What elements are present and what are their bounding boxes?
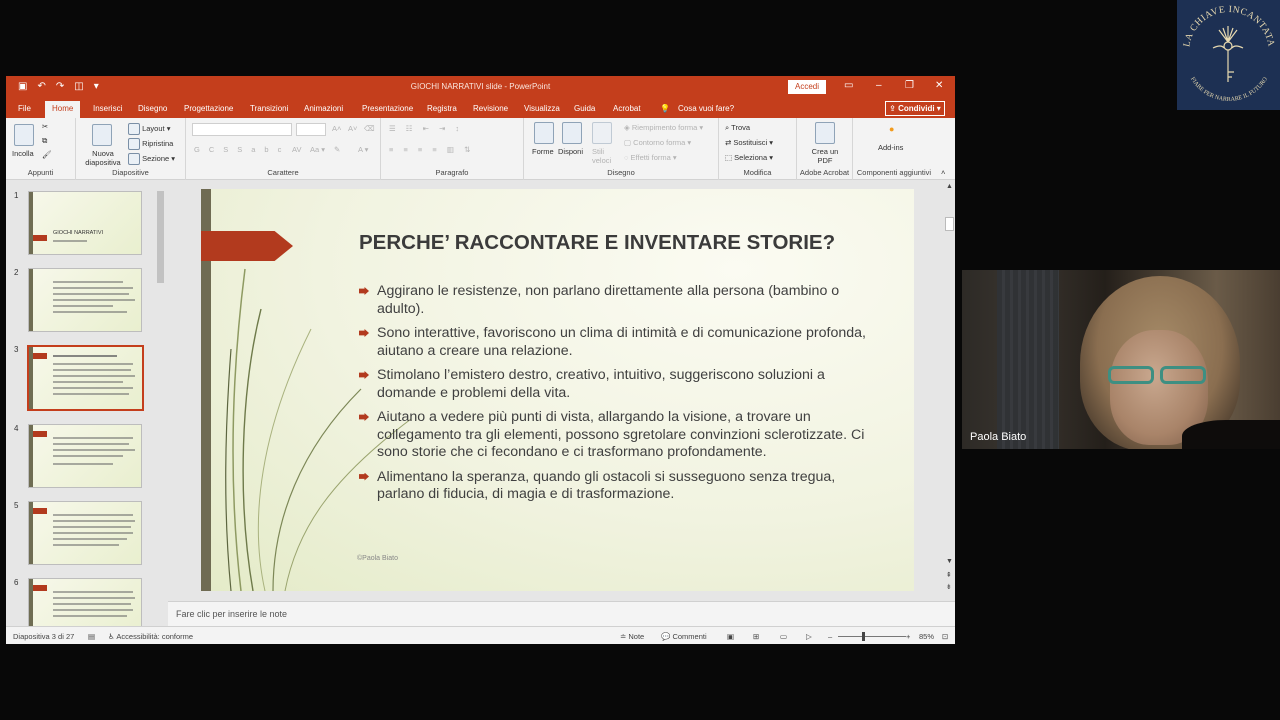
layout-button[interactable]: Layout ▾ (128, 123, 170, 135)
tell-me-search[interactable]: Cosa vuoi fare? (678, 104, 735, 113)
slide-counter: Diapositiva 3 di 27 (13, 632, 75, 641)
normal-view-icon[interactable]: ▣ (727, 632, 735, 641)
slide-scrollbar[interactable] (944, 181, 955, 601)
notes-placeholder[interactable]: Fare clic per inserire le note (176, 609, 288, 619)
find-button[interactable]: ⌕ Trova (725, 123, 751, 132)
layout-icon (128, 123, 140, 135)
group-addins (853, 118, 935, 180)
group-label-paragraph: Paragrafo (435, 168, 469, 177)
create-pdf-button[interactable]: Crea un PDF (811, 147, 839, 165)
create-pdf-icon[interactable] (815, 122, 835, 144)
group-editing (719, 118, 797, 180)
tab-transitions[interactable]: Transizioni (250, 104, 289, 113)
shape-outline-button[interactable]: ▢ Contorno forma ▾ (624, 138, 692, 147)
ribbon-tabs (6, 98, 955, 118)
slide-thumbnail-6[interactable] (28, 578, 142, 626)
arrange-icon[interactable] (562, 122, 582, 144)
window-title: GIOCHI NARRATIVI slide - PowerPoint (410, 82, 551, 91)
sign-in-button[interactable]: Accedi (788, 80, 826, 94)
tab-file[interactable]: File (18, 104, 31, 113)
tab-animations[interactable]: Animazioni (304, 104, 344, 113)
group-clipboard (6, 118, 76, 180)
bullet-item: Aiutano a vedere più punti di vista, allargando la visione, a trovare un collegamento tra gli elementi, possono sgretolare convinzioni sclerotizzate. Ci sono storie che ci fecondano e ci trasformano profondamente. (359, 409, 879, 462)
next-slide-icon[interactable]: ⇟ (946, 584, 952, 591)
group-label-acrobat: Adobe Acrobat (799, 168, 850, 177)
select-icon: ⬚ (725, 153, 735, 162)
webcam-tile (962, 270, 1280, 449)
scrollbar-thumb[interactable] (157, 191, 164, 283)
thumbnail-number: 4 (14, 424, 19, 433)
group-font (186, 118, 381, 180)
search-icon: ⌕ (725, 123, 732, 132)
slide-thumbnail-4[interactable] (28, 424, 142, 488)
tab-layout-design[interactable]: Progettazione (184, 104, 234, 113)
quick-styles-button[interactable]: Stili veloci (592, 147, 612, 165)
svg-text:LA CHIAVE INCANTATA: LA CHIAVE INCANTATA (1182, 4, 1276, 48)
new-slide-button[interactable]: Nuova diapositiva (85, 149, 121, 167)
shape-effects-button[interactable]: ◌ Effetti forma ▾ (624, 153, 677, 162)
slide-thumbnail-3[interactable] (27, 345, 144, 411)
svg-text:FIABE PER NARRARE IL FUTURO: FIABE PER NARRARE IL FUTURO (1188, 76, 1270, 103)
logo-key-icon (1177, 0, 1280, 110)
cut-icon[interactable]: ✂ (42, 122, 49, 131)
replace-button[interactable]: ⇄ Sostituisci ▾ (725, 138, 773, 147)
group-drawing (524, 118, 719, 180)
close-button[interactable]: ✕ (935, 80, 944, 91)
thumbnail-number: 1 (14, 191, 19, 200)
group-paragraph (381, 118, 524, 180)
group-label-addins: Componenti aggiuntivi (856, 168, 932, 177)
redo-icon[interactable]: ↷ (55, 81, 65, 92)
title-bar (6, 76, 955, 98)
collapse-ribbon-icon[interactable]: ˄ (941, 168, 946, 177)
tab-home[interactable]: Home (45, 101, 80, 118)
maximize-button[interactable]: ❐ (905, 80, 914, 91)
list-buttons[interactable]: ☰ ☷ ⇤ ⇥ ↕ (389, 124, 464, 133)
fit-slide-icon[interactable]: ⊡ (942, 632, 949, 641)
thumbnail-number: 5 (14, 501, 19, 510)
bullet-item: Aggirano le resistenze, non parlano direttamente alla persona (bambino o adulto). (359, 283, 879, 318)
change-case-icon[interactable]: Aa ▾ (310, 145, 326, 154)
tab-slideshow[interactable]: Presentazione (362, 104, 414, 113)
slide-thumbnail-5[interactable] (28, 501, 142, 565)
font-format-buttons[interactable]: GCSSabc (194, 145, 291, 154)
ribbon-display-icon[interactable]: ▭ (844, 80, 854, 91)
reset-button[interactable]: Ripristina (128, 138, 173, 150)
increase-font-icon[interactable]: A˄ (332, 124, 342, 133)
scrollbar-thumb[interactable] (945, 217, 954, 231)
align-buttons[interactable]: ≡ ≡ ≡ ≡ ▥ ⇅ (389, 145, 475, 154)
shape-fill-button[interactable]: ◈ Riempimento forma ▾ (624, 123, 704, 132)
spellcheck-icon[interactable]: ▤ (88, 632, 96, 641)
slide-thumbnail-2[interactable] (28, 268, 142, 332)
format-painter-icon[interactable]: 🖌 (42, 150, 52, 159)
notes-icon: ≐ (620, 632, 629, 641)
thumbnail-number: 6 (14, 578, 19, 587)
paste-icon[interactable] (14, 124, 34, 146)
slide-editor (168, 181, 955, 601)
paste-button[interactable]: Incolla (12, 149, 34, 158)
shapes-button[interactable]: Forme (532, 147, 554, 156)
group-slides (76, 118, 186, 180)
group-label-editing: Modifica (743, 168, 772, 177)
zoom-slider-thumb[interactable] (862, 632, 865, 641)
slide-copyright: ©Paola Biato (357, 555, 398, 562)
group-label-drawing: Disegno (607, 168, 635, 177)
shapes-icon[interactable] (534, 122, 554, 144)
thumbnail-number: 3 (14, 345, 19, 354)
section-icon (128, 153, 140, 165)
share-button[interactable]: ⇪ Condividi ▾ (885, 101, 945, 116)
arrow-bullet-icon (359, 413, 369, 421)
thumbnail-title: GIOCHI NARRATIVI (53, 230, 104, 236)
font-name-box[interactable] (192, 123, 292, 136)
section-button[interactable]: Sezione ▾ (128, 153, 175, 165)
ribbon-home (6, 118, 955, 180)
tab-acrobat[interactable]: Acrobat (613, 104, 641, 113)
tab-view[interactable]: Visualizza (524, 104, 560, 113)
bullet-item: Alimentano la speranza, quando gli ostacoli si susseguono senza tregua, parlano di fiducia, di magia e di trasformazione. (359, 469, 879, 504)
save-icon[interactable]: ▣ (18, 81, 28, 92)
reset-icon (128, 138, 140, 150)
accessibility-status[interactable]: ♿ Accessibilità: conforme (108, 632, 194, 641)
powerpoint-window (6, 76, 955, 644)
status-bar (6, 626, 955, 644)
outline-icon: ▢ (624, 138, 634, 147)
thumbnail-number: 2 (14, 268, 19, 277)
accessibility-icon: ♿ (108, 632, 117, 641)
group-label-font: Carattere (267, 168, 299, 177)
current-slide[interactable] (201, 189, 914, 591)
font-size-box[interactable] (296, 123, 326, 136)
bullet-item: Stimolano l’emistero destro, creativo, intuitivo, suggeriscono soluzioni a domande e problemi della vita. (359, 367, 879, 402)
slide-thumbnails-pane (6, 181, 168, 626)
highlight-icon[interactable]: ✎ (334, 145, 341, 154)
title-arrow-tag (201, 231, 293, 261)
zoom-in-icon[interactable]: + (906, 632, 911, 641)
comments-button[interactable]: 💬 Commenti (661, 632, 707, 641)
addins-button[interactable]: Add-ins (878, 143, 904, 152)
char-spacing-icon[interactable]: AV (292, 145, 302, 154)
group-label-clipboard: Appunti (27, 168, 54, 177)
fill-icon: ◈ (624, 123, 632, 132)
tab-record[interactable]: Registra (427, 104, 457, 113)
slide-thumbnail-1[interactable] (28, 191, 142, 255)
scroll-up-icon[interactable]: ▲ (946, 183, 953, 190)
arrow-bullet-icon (359, 287, 369, 295)
share-icon: ⇪ (889, 104, 899, 113)
participant-name: Paola Biato (970, 431, 1027, 443)
presenter-icon[interactable]: ◫ (74, 81, 84, 92)
bullet-item: Sono interattive, favoriscono un clima di intimità e di comunicazione profonda, aiutano a creare una relazione. (359, 325, 879, 360)
group-label-slides: Diapositive (112, 168, 149, 177)
customize-qat-icon[interactable]: ▾ (93, 81, 99, 92)
zoom-out-icon[interactable]: – (828, 632, 833, 641)
slideshow-icon[interactable]: ▷ (806, 632, 812, 641)
arrow-bullet-icon (359, 473, 369, 481)
slide-title: PERCHE’ RACCONTARE E INVENTARE STORIE? (359, 231, 836, 254)
notes-pane[interactable] (168, 601, 955, 626)
arrange-button[interactable]: Disponi (558, 147, 584, 156)
quick-styles-icon[interactable] (592, 122, 612, 144)
decrease-font-icon[interactable]: A˅ (348, 124, 358, 133)
thumbnails-scrollbar[interactable] (156, 185, 165, 625)
arrow-bullet-icon (359, 329, 369, 337)
effects-icon: ◌ (624, 153, 631, 162)
zoom-slider[interactable] (838, 636, 906, 637)
tab-insert[interactable]: Inserisci (93, 104, 123, 113)
minimize-button[interactable]: – (876, 80, 882, 91)
reading-view-icon[interactable]: ▭ (780, 632, 788, 641)
tab-help[interactable]: Guida (574, 104, 596, 113)
zoom-level[interactable]: 85% (919, 632, 935, 641)
select-button[interactable]: ⬚ Seleziona ▾ (725, 153, 773, 162)
comments-icon: 💬 (661, 632, 673, 641)
replace-icon: ⇄ (725, 138, 734, 147)
brand-logo (1177, 0, 1280, 110)
undo-icon[interactable]: ↶ (37, 81, 46, 92)
tab-design[interactable]: Disegno (138, 104, 168, 113)
addins-icon[interactable]: ● (889, 124, 895, 134)
arrow-bullet-icon (359, 371, 369, 379)
clear-format-icon[interactable]: ⌫ (364, 124, 375, 133)
slide-sorter-icon[interactable]: ⊞ (753, 632, 760, 641)
scroll-down-icon[interactable]: ▼ (946, 558, 953, 565)
previous-slide-icon[interactable]: ⇞ (946, 572, 952, 579)
slide-bullet-list (359, 283, 879, 511)
copy-icon[interactable]: ⧉ (42, 136, 48, 145)
tab-review[interactable]: Revisione (473, 104, 509, 113)
notes-button[interactable]: ≐ Note (620, 632, 645, 641)
font-color-icon[interactable]: A ▾ (358, 145, 369, 154)
lightbulb-icon: 💡 (660, 104, 670, 113)
group-acrobat (797, 118, 853, 180)
new-slide-icon[interactable] (92, 124, 112, 146)
